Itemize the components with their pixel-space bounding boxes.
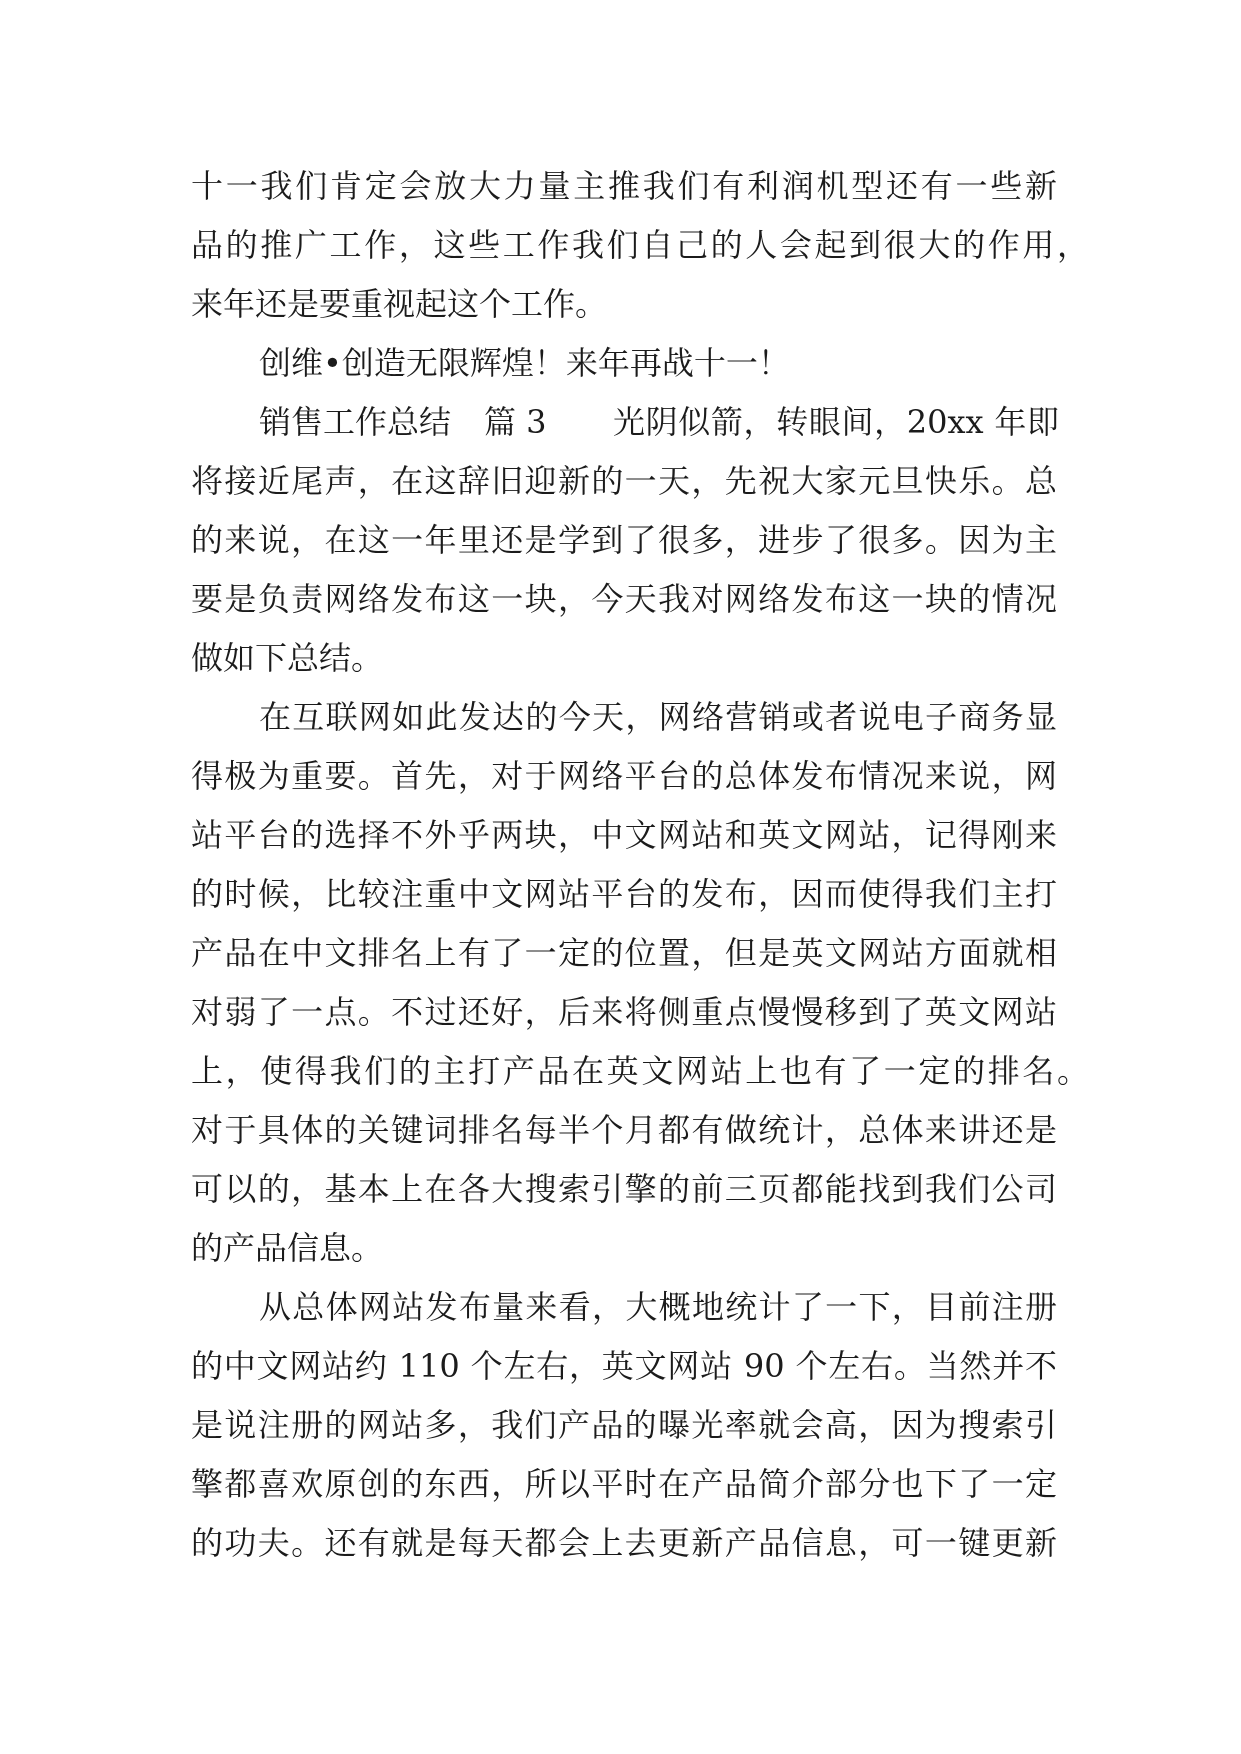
text-line: 的产品信息。 <box>191 1229 384 1267</box>
text-line: 要是负责网络发布这一块，今天我对网络发布这一块的情况 <box>191 580 1057 618</box>
section-heading: 销售工作总结 <box>259 403 452 441</box>
text-line: 擎都喜欢原创的东西，所以平时在产品简介部分也下了一定 <box>191 1465 1057 1503</box>
text-line: 对弱了一点。不过还好，后来将侧重点慢慢移到了英文网站 <box>191 993 1057 1031</box>
text-line: 上，使得我们的主打产品在英文网站上也有了一定的排名。 <box>191 1052 1089 1090</box>
text-line: 对于具体的关键词排名每半个月都有做统计，总体来讲还是 <box>191 1111 1057 1149</box>
text-line: 的中文网站约 110 个左右，英文网站 90 个左右。当然并不 <box>191 1347 1057 1385</box>
section-number: 篇 3 <box>484 403 547 441</box>
text-line: 品的推广工作，这些工作我们自己的人会起到很大的作用， <box>191 226 1089 264</box>
text-line: 得极为重要。首先，对于网络平台的总体发布情况来说，网 <box>191 757 1057 795</box>
text-line: 站平台的选择不外乎两块，中文网站和英文网站，记得刚来 <box>191 816 1057 854</box>
text-line: 做如下总结。 <box>191 639 384 677</box>
body-text <box>191 157 1091 1573</box>
text-line: 的功夫。还有就是每天都会上去更新产品信息，可一键更新 <box>191 1524 1057 1562</box>
text-line: 从总体网站发布量来看，大概地统计了一下，目前注册 <box>259 1288 1057 1326</box>
text-line: 来年还是要重视起这个工作。 <box>191 285 608 323</box>
text-line: 光阴似箭，转眼间，20xx 年即 <box>613 403 1059 441</box>
text-line: 产品在中文排名上有了一定的位置，但是英文网站方面就相 <box>191 934 1057 972</box>
text-line: 十一我们肯定会放大力量主推我们有利润机型还有一些新 <box>191 167 1057 205</box>
text-line: 是说注册的网站多，我们产品的曝光率就会高，因为搜索引 <box>191 1406 1057 1444</box>
section-heading-line <box>191 393 1091 452</box>
text-line: 的来说，在这一年里还是学到了很多，进步了很多。因为主 <box>191 521 1057 559</box>
text-line: 的时候，比较注重中文网站平台的发布，因而使得我们主打 <box>191 875 1057 913</box>
text-line: 创维•创造无限辉煌！来年再战十一！ <box>259 344 790 382</box>
text-line: 在互联网如此发达的今天，网络营销或者说电子商务显 <box>259 698 1057 736</box>
text-line: 可以的，基本上在各大搜索引擎的前三页都能找到我们公司 <box>191 1170 1057 1208</box>
text-line: 将接近尾声，在这辞旧迎新的一天，先祝大家元旦快乐。总 <box>191 462 1057 500</box>
